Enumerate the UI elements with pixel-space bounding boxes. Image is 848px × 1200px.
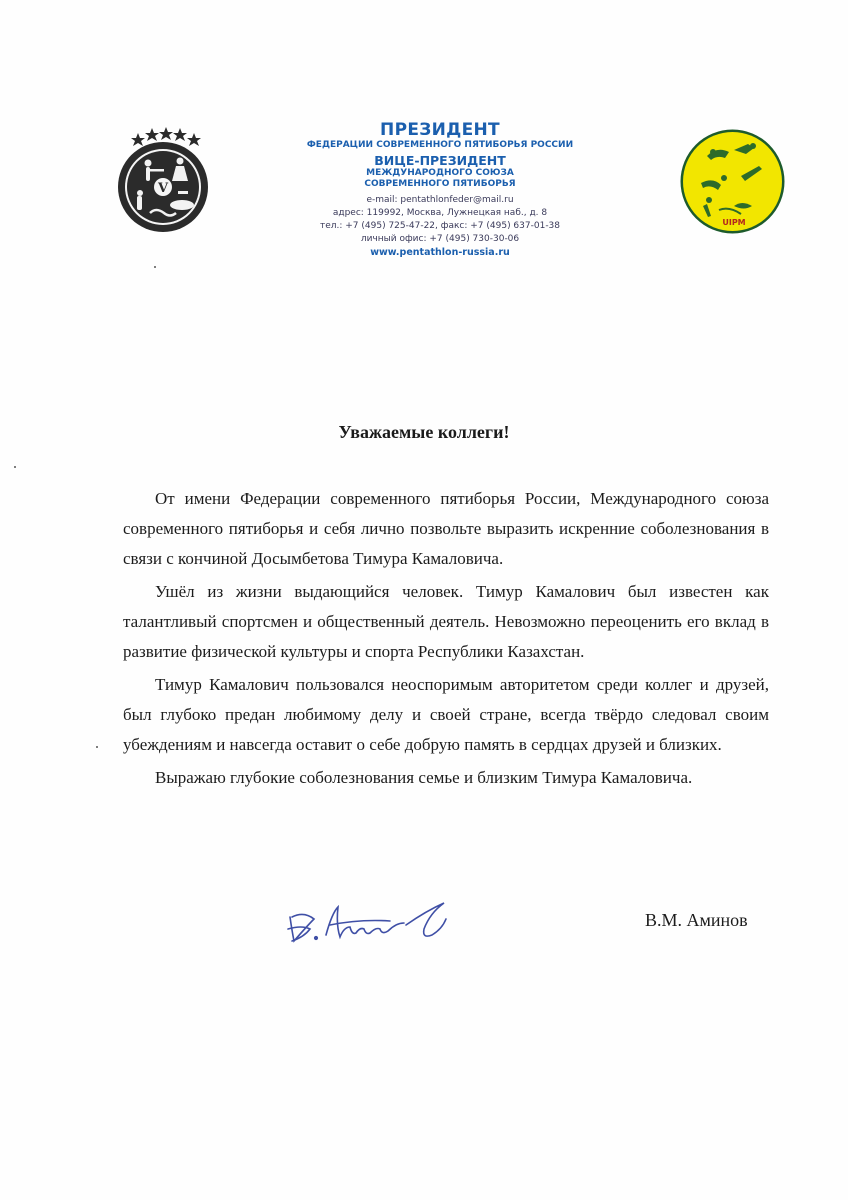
letterhead-phones: тел.: +7 (495) 725-47-22, факс: +7 (495) 637-01-38 (319, 221, 561, 231)
letterhead-email: e-mail: pentathlonfeder@mail.ru (366, 195, 514, 205)
letterhead-subtitle1: ФЕДЕРАЦИИ СОВРЕМЕННОГО ПЯТИБОРЬЯ РОССИИ (306, 140, 574, 150)
uipm-logo (679, 128, 786, 235)
emblem-letter: V (157, 181, 169, 196)
federation-emblem (110, 125, 216, 235)
letterhead-title: ПРЕЗИДЕНТ (380, 120, 500, 140)
letterhead-vp-title: ВИЦЕ-ПРЕЗИДЕНТ (374, 153, 506, 168)
paragraph-4: Выражаю глубокие соболезнования семье и близким Тимура Камаловича. (155, 768, 693, 787)
signer-name: В.М. Аминов (645, 910, 748, 930)
letterhead-subtitle3: СОВРЕМЕННОГО ПЯТИБОРЬЯ (364, 179, 516, 189)
letterhead-office: личный офис: +7 (495) 730-30-06 (360, 234, 520, 244)
letterhead-subtitle2: МЕЖДУНАРОДНОГО СОЮЗА (366, 168, 514, 178)
paragraph-2: Ушёл из жизни выдающийся человек. Тимур Камалович был известен как талантливый спортсмен и общественный деятель. Невозможно переоценить его вклад в развитие физической культуры и спорта Республики Казахстан. (123, 582, 769, 661)
letter-greeting: Уважаемые коллеги! (338, 422, 510, 442)
letter-body (123, 484, 769, 796)
scan-speck (154, 266, 156, 268)
scan-speck (96, 746, 98, 748)
letterhead-address: адрес: 119992, Москва, Лужнецкая наб., д. 8 (332, 208, 548, 218)
letterhead-website: www.pentathlon-russia.ru (370, 247, 510, 258)
letterhead (280, 120, 600, 259)
paragraph-1: От имени Федерации современного пятиборья России, Международного союза современного пятиборья и себя лично позвольте выразить искренние соболезнования в связи с кончиной Досымбетова Тимура Камаловича. (123, 489, 769, 568)
paragraph-3: Тимур Камалович пользовался неоспоримым авторитетом среди коллег и друзей, был глубоко предан любимому делу и своей стране, всегда твёрдо следовал своим убеждениям и навсегда оставит о себе добрую память в сердцах друзей и близких. (123, 675, 769, 754)
uipm-label: UIPM (722, 218, 746, 227)
handwritten-signature (270, 895, 480, 955)
scan-speck (14, 466, 16, 468)
